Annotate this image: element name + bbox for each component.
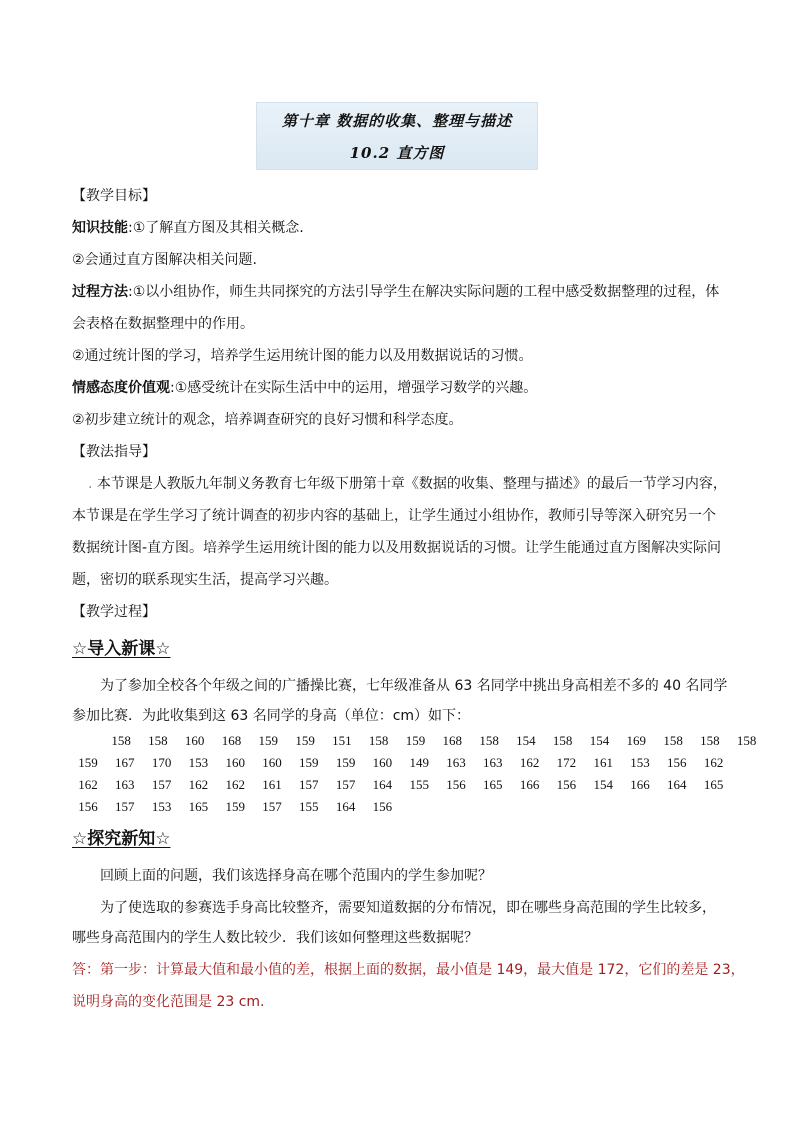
explore-paragraph-3: 哪些身高范围内的学生人数比较少．我们该如何整理这些数据呢？ — [72, 930, 478, 946]
height-value: 166 — [630, 777, 650, 792]
explore-paragraph-1: 回顾上面的问题，我们该选择身高在哪个范围内的学生参加呢？ — [100, 868, 492, 884]
height-value: 153 — [188, 755, 209, 770]
height-value: 164 — [372, 777, 393, 792]
goal-process-2: ②通过统计图的学习，培养学生运用统计图的能力以及用数据说话的习惯。 — [72, 348, 533, 364]
method-text-1: 本节课是人教版九年制义务教育七年级下册第十章《数据的收集、整理与描述》的最后一节学习内容， — [92, 476, 727, 492]
height-value: 158 — [479, 733, 499, 748]
height-value: 163 — [446, 755, 466, 770]
heights-row — [72, 777, 732, 799]
height-value: 158 — [368, 733, 389, 748]
height-value: 157 — [151, 777, 172, 792]
answer-line-1: 答：第一步：计算最大值和最小值的差，根据上面的数据，最小值是 149，最大值是 172，它们的差是 23， — [72, 962, 745, 978]
method-paragraph-line-2: 本节课是在学生学习了统计调查的初步内容的基础上，让学生通过小组协作，教师引导等深入研究另一个 — [72, 508, 716, 524]
chapter-banner — [256, 102, 538, 170]
height-value: 157 — [335, 777, 356, 792]
height-value: 162 — [519, 755, 540, 770]
method-paragraph-line-3: 数据统计图-直方图。培养学生运用统计图的能力以及用数据说话的习惯。让学生能通过直方图解决实际问 — [72, 540, 722, 556]
height-value: 162 — [78, 777, 98, 792]
heights-row — [72, 733, 757, 755]
height-value: 158 — [663, 733, 683, 748]
height-value: 156 — [556, 777, 577, 792]
height-value: 149 — [409, 755, 429, 770]
method-dot: . — [88, 476, 93, 492]
process-text-1: :①以小组协作，师生共同探究的方法引导学生在解决实际问题的工程中感受数据整理的过程，体 — [128, 284, 720, 300]
height-value: 168 — [221, 733, 242, 748]
explore-section-title: ☆探究新知☆ — [72, 829, 171, 849]
knowledge-label: 知识技能 — [72, 220, 128, 236]
section-title: 10.2 直方图 — [349, 144, 445, 162]
height-value: 159 — [335, 755, 356, 770]
height-value: 153 — [630, 755, 650, 770]
height-value: 156 — [372, 799, 393, 814]
goal-emotion-2: ②初步建立统计的观念，培养调查研究的良好习惯和科学态度。 — [72, 412, 463, 428]
height-value: 160 — [184, 733, 205, 748]
height-value: 165 — [483, 777, 503, 792]
height-value: 161 — [262, 777, 282, 792]
intro-paragraph-line-2: 参加比赛．为此收集到这 63 名同学的身高（单位：cm）如下： — [72, 708, 471, 724]
heights-data-block — [72, 733, 757, 821]
height-value: 166 — [519, 777, 540, 792]
height-value: 155 — [409, 777, 429, 792]
height-value: 164 — [335, 799, 356, 814]
height-value: 160 — [225, 755, 245, 770]
height-value: 158 — [111, 733, 131, 748]
chapter-title: 第十章 数据的收集、整理与描述 — [281, 112, 513, 130]
height-value: 163 — [115, 777, 135, 792]
height-value: 158 — [736, 733, 757, 748]
height-value: 159 — [299, 755, 319, 770]
intro-section-title: ☆导入新课☆ — [72, 639, 171, 659]
height-value: 158 — [552, 733, 573, 748]
height-value: 159 — [405, 733, 426, 748]
goals-heading: 【教学目标】 — [72, 188, 156, 204]
emotion-label: 情感态度价值观 — [72, 380, 170, 396]
height-value: 158 — [700, 733, 720, 748]
height-value: 154 — [516, 733, 536, 748]
height-value: 155 — [299, 799, 319, 814]
goal-knowledge-2: ②会通过直方图解决相关问题. — [72, 252, 258, 268]
height-value: 159 — [78, 755, 98, 770]
intro-paragraph-line-1: 为了参加全校各个年级之间的广播操比赛，七年级准备从 63 名同学中挑出身高相差不多的 40 名同学 — [100, 678, 728, 694]
goal-emotion-1 — [72, 378, 722, 398]
answer-line-2: 说明身高的变化范围是 23 cm. — [72, 994, 265, 1010]
height-value: 162 — [188, 777, 209, 792]
height-value: 163 — [483, 755, 503, 770]
height-value: 156 — [667, 755, 687, 770]
height-value: 157 — [115, 799, 135, 814]
height-value: 153 — [151, 799, 172, 814]
knowledge-text-1: :①了解直方图及其相关概念. — [128, 220, 304, 236]
height-value: 172 — [556, 755, 577, 770]
height-value: 156 — [78, 799, 98, 814]
height-value: 162 — [225, 777, 245, 792]
height-value: 160 — [372, 755, 393, 770]
heights-row — [72, 755, 732, 777]
height-value: 164 — [667, 777, 687, 792]
height-value: 169 — [626, 733, 647, 748]
height-value: 159 — [295, 733, 315, 748]
goal-process-1b: 会表格在数据整理中的作用。 — [72, 316, 254, 332]
height-value: 165 — [703, 777, 724, 792]
process-heading: 【教学过程】 — [72, 604, 156, 620]
height-value: 154 — [593, 777, 613, 792]
height-value: 151 — [332, 733, 352, 748]
height-value: 168 — [442, 733, 463, 748]
goal-process-1 — [72, 282, 722, 302]
process-label: 过程方法 — [72, 284, 128, 300]
height-value: 170 — [151, 755, 172, 770]
method-paragraph-line-1 — [72, 474, 727, 494]
height-value: 159 — [225, 799, 245, 814]
height-value: 157 — [299, 777, 319, 792]
height-value: 159 — [258, 733, 279, 748]
height-value: 157 — [262, 799, 282, 814]
height-value: 158 — [148, 733, 168, 748]
method-heading: 【教法指导】 — [72, 444, 156, 460]
height-value: 160 — [262, 755, 282, 770]
height-value: 156 — [446, 777, 466, 792]
height-value: 165 — [188, 799, 209, 814]
height-value: 154 — [589, 733, 610, 748]
explore-paragraph-2: 为了使选取的参赛选手身高比较整齐，需要知道数据的分布情况，即在哪些身高范围的学生比较多， — [100, 900, 716, 916]
height-value: 162 — [703, 755, 724, 770]
height-value: 161 — [593, 755, 613, 770]
heights-row — [72, 799, 732, 821]
method-paragraph-line-4: 题，密切的联系现实生活，提高学习兴趣。 — [72, 572, 338, 588]
emotion-text-1: :①感受统计在实际生活中中的运用，增强学习数学的兴趣。 — [170, 380, 538, 396]
height-value: 167 — [115, 755, 135, 770]
goal-knowledge-1 — [72, 218, 722, 238]
